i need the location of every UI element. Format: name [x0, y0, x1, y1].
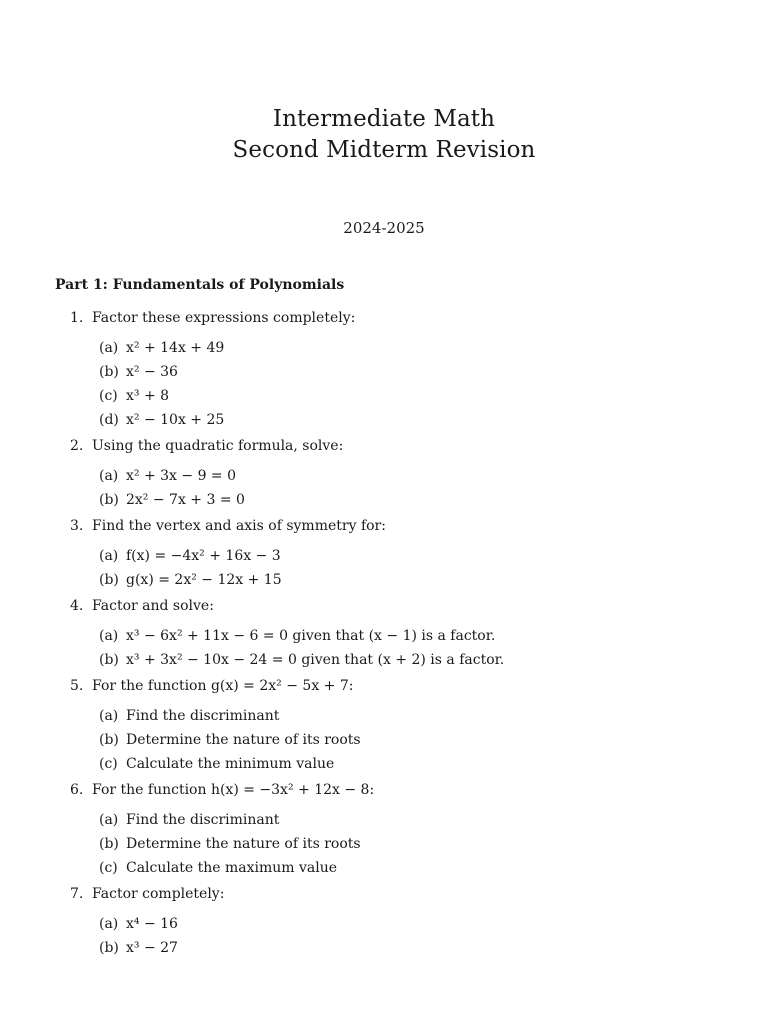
subpart-list	[99, 547, 750, 589]
subpart-text: x² + 3x − 9 = 0	[126, 468, 237, 484]
subpart-list	[99, 707, 750, 773]
subpart-text: x³ − 6x² + 11x − 6 = 0 given that (x − 1) is a factor.	[126, 628, 496, 644]
subpart-text: x² − 10x + 25	[126, 412, 225, 428]
subpart-label: (a)	[99, 916, 119, 932]
problem-number: 1.	[70, 310, 84, 326]
problem-prompt: Factor completely:	[92, 886, 225, 902]
subpart-label: (c)	[99, 756, 118, 772]
subpart-item	[99, 627, 750, 645]
subpart-item	[99, 547, 750, 565]
problem-item	[70, 309, 750, 429]
academic-year: 2024-2025	[343, 219, 425, 237]
subpart-item	[99, 651, 750, 669]
subpart-item	[99, 491, 750, 509]
problem-line	[70, 677, 750, 695]
problem-number: 6.	[70, 782, 84, 798]
subpart-item	[99, 915, 750, 933]
problem-line	[70, 309, 750, 327]
problem-number: 5.	[70, 678, 84, 694]
problem-number: 3.	[70, 518, 84, 534]
problem-line	[70, 781, 750, 799]
problem-prompt: For the function g(x) = 2x² − 5x + 7:	[92, 678, 354, 694]
subpart-label: (b)	[99, 652, 119, 668]
subpart-item	[99, 731, 750, 749]
subpart-item	[99, 835, 750, 853]
problem-prompt: Using the quadratic formula, solve:	[92, 438, 344, 454]
subpart-item	[99, 467, 750, 485]
problem-item	[70, 885, 750, 957]
subpart-item	[99, 755, 750, 773]
subpart-text: Find the discriminant	[126, 708, 280, 724]
problem-line	[70, 597, 750, 615]
problem-line	[70, 517, 750, 535]
subpart-text: x³ − 27	[126, 940, 178, 956]
problem-number: 7.	[70, 886, 84, 902]
problem-item	[70, 437, 750, 509]
subpart-label: (c)	[99, 860, 118, 876]
subpart-item	[99, 707, 750, 725]
subpart-text: f(x) = −4x² + 16x − 3	[126, 548, 281, 564]
subpart-label: (b)	[99, 572, 119, 588]
subpart-text: x² + 14x + 49	[126, 340, 225, 356]
subpart-item	[99, 939, 750, 957]
subpart-label: (b)	[99, 836, 119, 852]
problem-number: 2.	[70, 438, 84, 454]
section-heading: Part 1: Fundamentals of Polynomials	[55, 277, 345, 293]
problem-item	[70, 781, 750, 877]
subpart-text: x⁴ − 16	[126, 916, 178, 932]
subpart-label: (a)	[99, 340, 119, 356]
subpart-text: g(x) = 2x² − 12x + 15	[126, 572, 282, 588]
subpart-list	[99, 627, 750, 669]
subpart-item	[99, 387, 750, 405]
subpart-text: Determine the nature of its roots	[126, 836, 361, 852]
subpart-label: (a)	[99, 812, 119, 828]
subpart-item	[99, 339, 750, 357]
problem-line	[70, 885, 750, 903]
problem-item	[70, 597, 750, 669]
problem-prompt: Factor these expressions completely:	[92, 310, 356, 326]
problem-prompt: Find the vertex and axis of symmetry for:	[92, 518, 386, 534]
subpart-label: (b)	[99, 732, 119, 748]
problem-list	[70, 309, 750, 965]
subpart-list	[99, 915, 750, 957]
subpart-label: (a)	[99, 628, 119, 644]
subpart-item	[99, 571, 750, 589]
subpart-text: x² − 36	[126, 364, 178, 380]
problem-item	[70, 677, 750, 773]
subpart-list	[99, 339, 750, 429]
subpart-label: (d)	[99, 412, 119, 428]
subpart-list	[99, 811, 750, 877]
document-title	[0, 104, 768, 166]
subpart-item	[99, 411, 750, 429]
subpart-text: Determine the nature of its roots	[126, 732, 361, 748]
subpart-text: Calculate the minimum value	[126, 756, 335, 772]
problem-prompt: For the function h(x) = −3x² + 12x − 8:	[92, 782, 375, 798]
subpart-text: Calculate the maximum value	[126, 860, 338, 876]
subpart-label: (b)	[99, 940, 119, 956]
subpart-label: (c)	[99, 388, 118, 404]
subpart-text: Find the discriminant	[126, 812, 280, 828]
title-line-2: Second Midterm Revision	[232, 137, 536, 163]
problem-item	[70, 517, 750, 589]
subpart-label: (b)	[99, 492, 119, 508]
subpart-label: (a)	[99, 548, 119, 564]
subpart-text: x³ + 8	[126, 388, 170, 404]
subpart-text: 2x² − 7x + 3 = 0	[126, 492, 245, 508]
problem-number: 4.	[70, 598, 84, 614]
subpart-label: (b)	[99, 364, 119, 380]
problem-prompt: Factor and solve:	[92, 598, 214, 614]
subpart-list	[99, 467, 750, 509]
problem-line	[70, 437, 750, 455]
subpart-item	[99, 363, 750, 381]
title-line-1: Intermediate Math	[272, 106, 496, 132]
subpart-label: (a)	[99, 468, 119, 484]
subpart-text: x³ + 3x² − 10x − 24 = 0 given that (x + 2) is a factor.	[126, 652, 505, 668]
subpart-item	[99, 811, 750, 829]
subpart-item	[99, 859, 750, 877]
subpart-label: (a)	[99, 708, 119, 724]
